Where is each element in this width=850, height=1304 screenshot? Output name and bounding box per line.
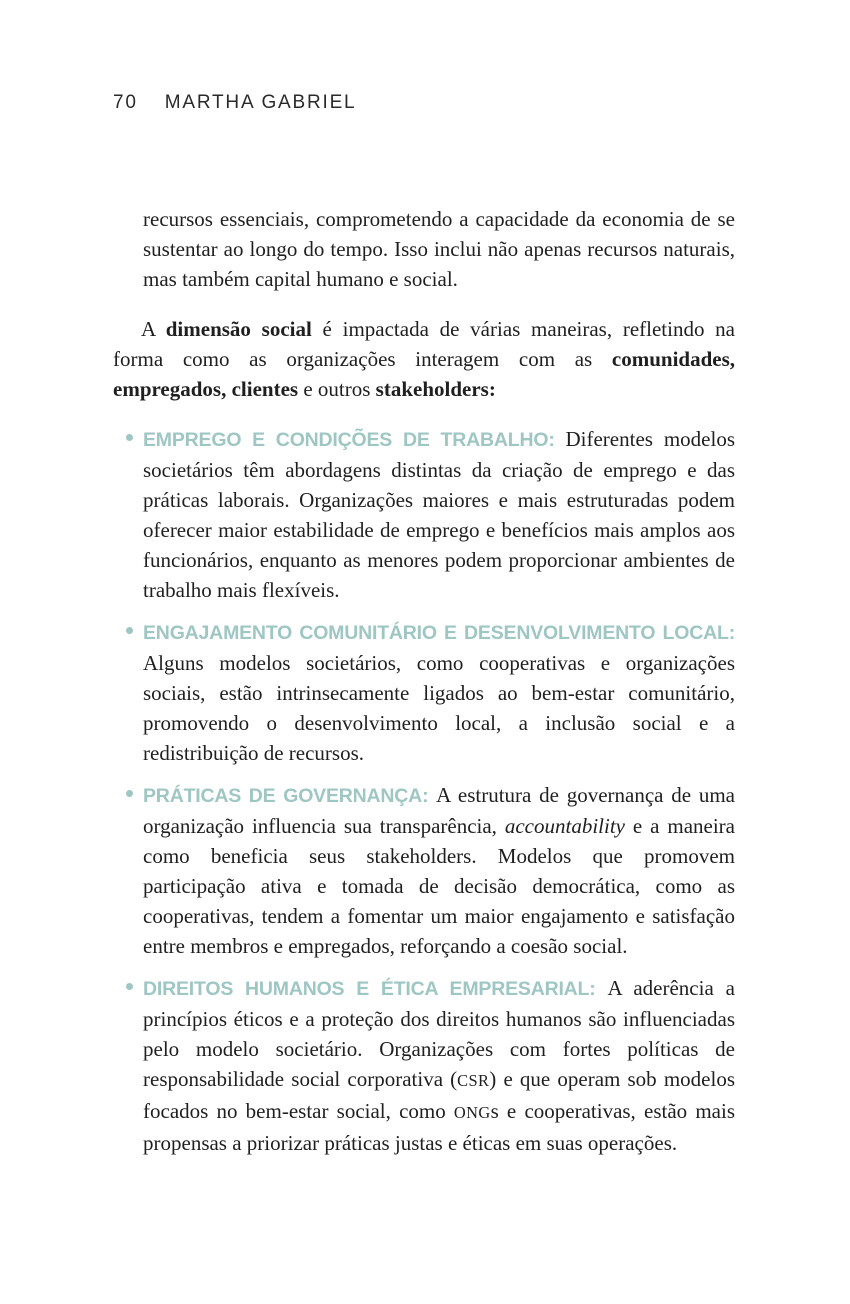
bullet-item [143,780,735,961]
text-run: empregados, [113,377,227,401]
text-run: clientes [231,377,299,401]
author-name: MARTHA GABRIEL [164,92,357,113]
text-run: CSR [457,1071,490,1090]
text-run: stakeholders: [375,377,496,401]
bullet-heading: EMPREGO E CONDIÇÕES DE TRABALHO: [143,429,566,451]
running-head [113,92,735,114]
page-number: 70 [113,92,138,113]
bullet-heading: PRÁTICAS DE GOVERNANÇA: [143,785,437,807]
bullet-dot-icon [126,627,133,634]
text-run: é impactada de várias maneiras, refletindo na forma como as organizações interagem com as [113,317,736,371]
text-run: Alguns modelos societários, como cooperativas e organizações sociais, estão intrinsecamente ligados ao bem-estar comunitário, promovendo o desenvolvimento local, a inclusão social e a redistribuição de recursos. [143,651,735,765]
text-run: ) e que operam sob modelos focados no bem-estar social, como [143,1067,735,1123]
text-run: e outros [298,377,376,401]
bullet-list [143,424,735,1158]
text-run: ONG [453,1103,491,1122]
text-run: A estrutura de governança de uma organização influencia sua transparência, [143,783,735,838]
text-run: s e cooperativas, estão mais propensas a priorizar práticas justas e éticas em suas operações. [143,1099,735,1155]
text-run: A aderência a princípios éticos e a proteção dos direitos humanos são influenciadas pelo modelo societário. Organizações com fortes políticas de responsabilidade social corporativa ( [143,976,735,1091]
bullet-dot-icon [126,790,133,797]
bullet-dot-icon [126,434,133,441]
bullet-dot-icon [126,983,133,990]
bullet-item [143,617,735,768]
paragraph-group [113,204,735,404]
bullet-item [143,973,735,1158]
text-run: comunidades, [611,347,735,371]
bullet-heading: DIREITOS HUMANOS E ÉTICA EMPRESARIAL: [143,978,608,1000]
text-run: recursos essenciais, comprometendo a capacidade da economia de se sustentar ao longo do tempo. Isso inclui não apenas recursos naturais, mas também capital humano e social. [143,207,735,291]
bullet-heading: ENGAJAMENTO COMUNITÁRIO E DESENVOLVIMENTO LOCAL: [143,622,735,644]
continuation-paragraph [143,204,735,294]
bullet-item [143,424,735,605]
text-run: Diferentes modelos societários têm abordagens distintas da criação de emprego e das práticas laborais. Organizações maiores e mais estruturadas podem oferecer maior estabilidade de emprego e benefícios mais amplos aos funcionários, enquanto as menores podem proporcionar ambientes de trabalho mais flexíveis. [143,427,735,602]
intro-paragraph [113,314,735,404]
text-run: dimensão social [165,317,312,341]
text-run: accountability [504,814,625,838]
text-run: A [141,317,166,341]
page-body [113,204,735,1158]
text-run: e a maneira como beneficia seus stakeholders. Modelos que promovem participação ativa e tomada de decisão democrática, como as cooperativas, tendem a fomentar um maior engajamento e satisfação entre membros e empregados, reforçando a coesão social. [143,814,735,958]
